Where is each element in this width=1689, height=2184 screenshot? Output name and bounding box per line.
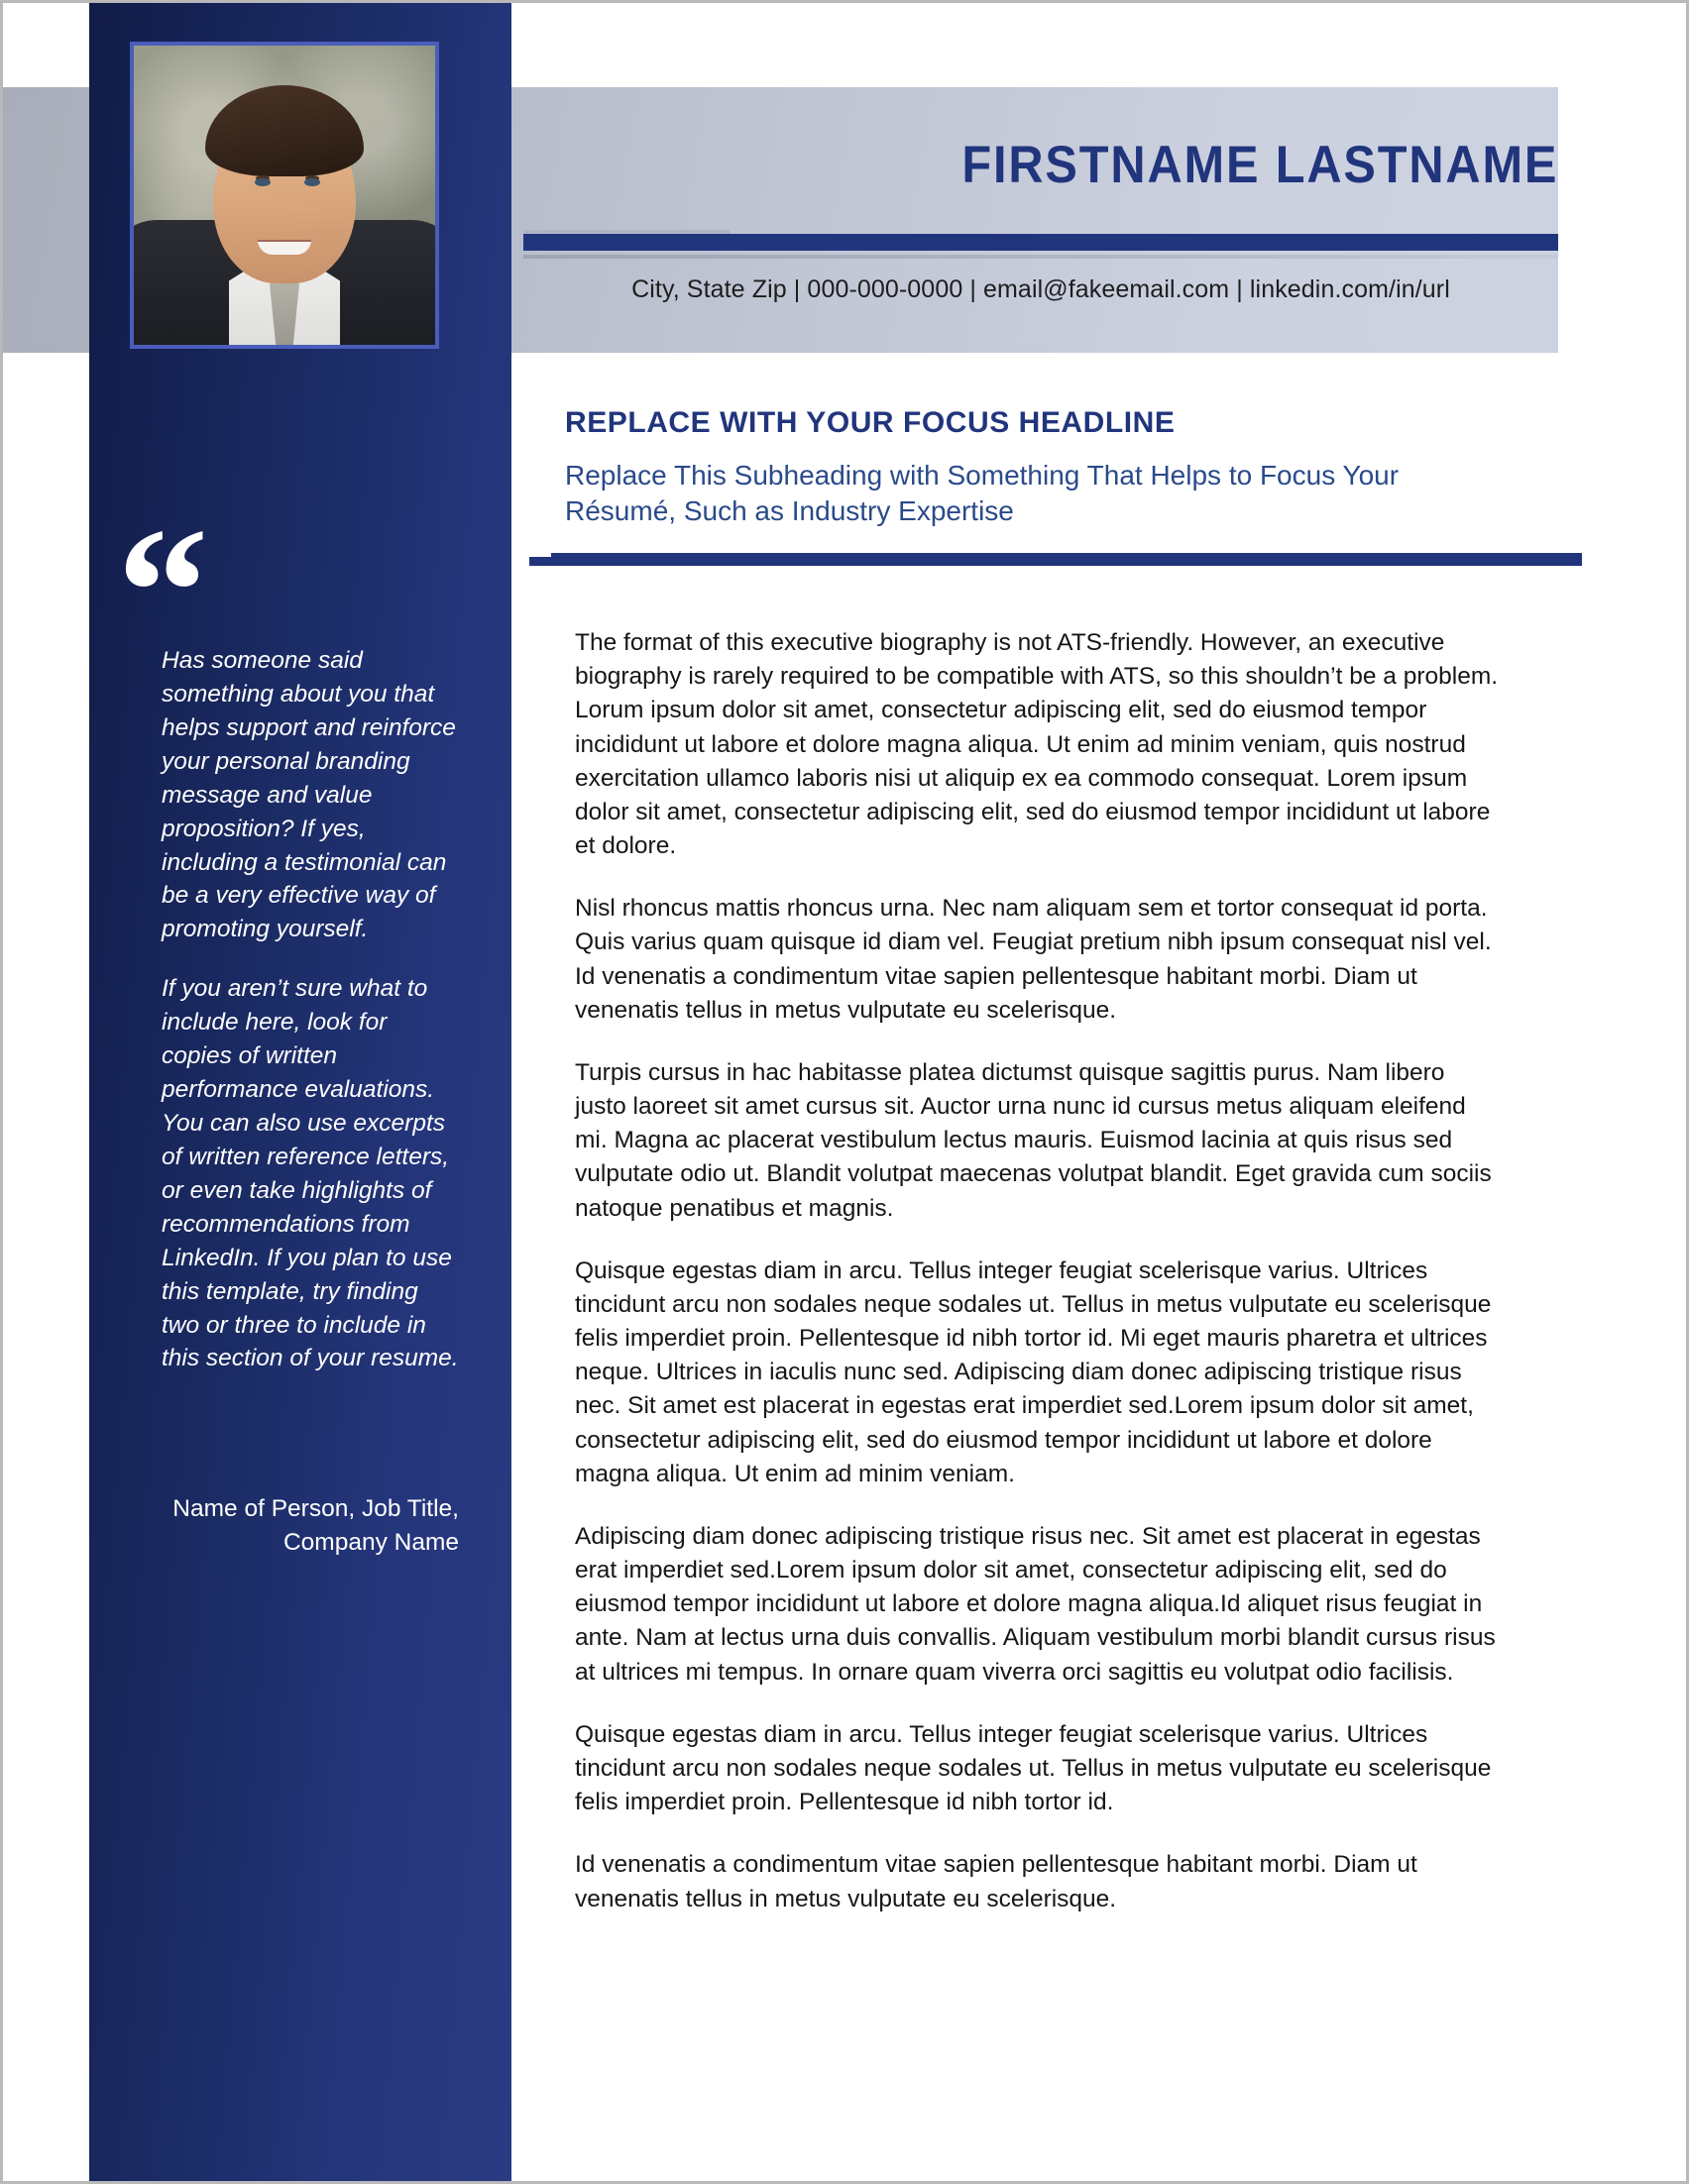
close-quote-icon: ”	[1509, 1516, 1595, 1719]
page-title: FIRSTNAME LASTNAME	[961, 136, 1558, 194]
body-paragraph: Quisque egestas diam in arcu. Tellus integer feugiat scelerisque varius. Ultrices tincidunt arcu non sodales neque sodales ut. Tellus in metus vulputate eu scelerisque felis imperdiet proin. Pellentesque id nibh tortor id. Mi eget mauris pharetra et ultrices neque. Ultrices in iaculis nunc sed. Adipiscing diam donec adipiscing tristique risus nec. Sit amet est placerat in egestas erat imperdiet sed.Lorem ipsum dolor sit amet, consectetur adipiscing elit, sed do eiusmod tempor incididunt ut labore et dolore magna aliqua. Ut enim ad minim veniam.	[575, 1256, 1492, 1487]
left-eye	[255, 178, 271, 186]
focus-headline: REPLACE WITH YOUR FOCUS HEADLINE	[565, 406, 1176, 439]
body-paragraph: Adipiscing diam donec adipiscing tristique risus nec. Sit amet est placerat in egestas erat imperdiet sed.Lorem ipsum dolor sit amet, consectetur adipiscing elit, sed do eiusmod tempor incididunt ut labore et dolore magna aliqua.Id aliquet risus feugiat in ante. Nam at lectus urna duis convallis. Aliquam vestibulum morbi blandit cursus risus at ultrices mi tempus. In ornare quam viverra orci sagittis eu volutpat odio facilisis.	[575, 1522, 1496, 1686]
avatar	[130, 42, 439, 349]
body-paragraph: Quisque egestas diam in arcu. Tellus integer feugiat scelerisque varius. Ultrices tincidunt arcu non sodales neque sodales ut. Tellus in metus vulputate eu scelerisque felis imperdiet proin. Pellentesque id nibh tortor id.	[575, 1720, 1492, 1816]
headshot-photo	[134, 46, 435, 345]
open-quote-icon: “	[117, 491, 203, 694]
testimonial-text	[162, 644, 459, 1401]
focus-subheading: Replace This Subheading with Something That Helps to Focus Your Résumé, Such as Industry Expertise	[565, 460, 1400, 526]
focus-divider-rule	[551, 553, 1582, 566]
body-paragraph: The format of this executive biography is not ATS-friendly. However, an executive biography is rarely required to be compatible with ATS, so this shouldn’t be a problem. Lorum ipsum dolor sit amet, consectetur adipiscing elit, sed do eiusmod tempor incididunt ut labore et dolore magna aliqua. Ut enim ad minim veniam, quis nostrud exercitation ullamco laboris nisi ut aliquip ex ea commodo consequat. Lorem ipsum dolor sit amet, consectetur adipiscing elit, sed do eiusmod tempor incididunt ut labore et dolore.	[575, 629, 1499, 860]
body-paragraph: Id venenatis a condimentum vitae sapien pellentesque habitant morbi. Diam ut venenatis tellus in metus vulputate eu scelerisque.	[575, 1851, 1417, 1912]
body-paragraph: Nisl rhoncus mattis rhoncus urna. Nec nam aliquam sem et tortor consequat id porta. Quis varius quam quisque id diam vel. Feugiat pretium nibh ipsum consequat nisl vel. Id venenatis a condimentum vitae sapien pellentesque habitant morbi. Diam ut venenatis tellus in metus vulputate eu scelerisque.	[575, 895, 1492, 1024]
contact-line: City, State Zip | 000-000-0000 | email@fakeemail.com | linkedin.com/in/url	[631, 275, 1450, 303]
body-paragraph: Turpis cursus in hac habitasse platea dictumst quisque sagittis purus. Nam libero justo laoreet sit amet cursus sit. Auctor urna nunc id cursus metus aliquam eleifend mi. Magna ac placerat vestibulum lectus mauris. Euismod lacinia at quis risus sed vulputate odio ut. Blandit volutpat maecenas volutpat blandit. Eget gravida cum sociis natoque penatibus et magnis.	[575, 1058, 1492, 1222]
testimonial-attribution: Name of Person, Job Title, Company Name	[172, 1495, 459, 1556]
biography-body	[575, 626, 1499, 1945]
testimonial-paragraph: If you aren’t sure what to include here, look for copies of written performance evaluations. You can also use excerpts of written reference letters, or even take highlights of recommendations from LinkedIn. If you plan to use this template, try finding two or three to include in this section of your resume.	[162, 975, 459, 1372]
testimonial-paragraph: Has someone said something about you that helps support and reinforce your personal branding message and value proposition? If yes, including a testimonial can be a very effective way of promoting yourself.	[162, 647, 456, 943]
right-eye	[304, 178, 320, 186]
name-divider-rule	[523, 234, 1558, 251]
smile	[258, 240, 311, 255]
